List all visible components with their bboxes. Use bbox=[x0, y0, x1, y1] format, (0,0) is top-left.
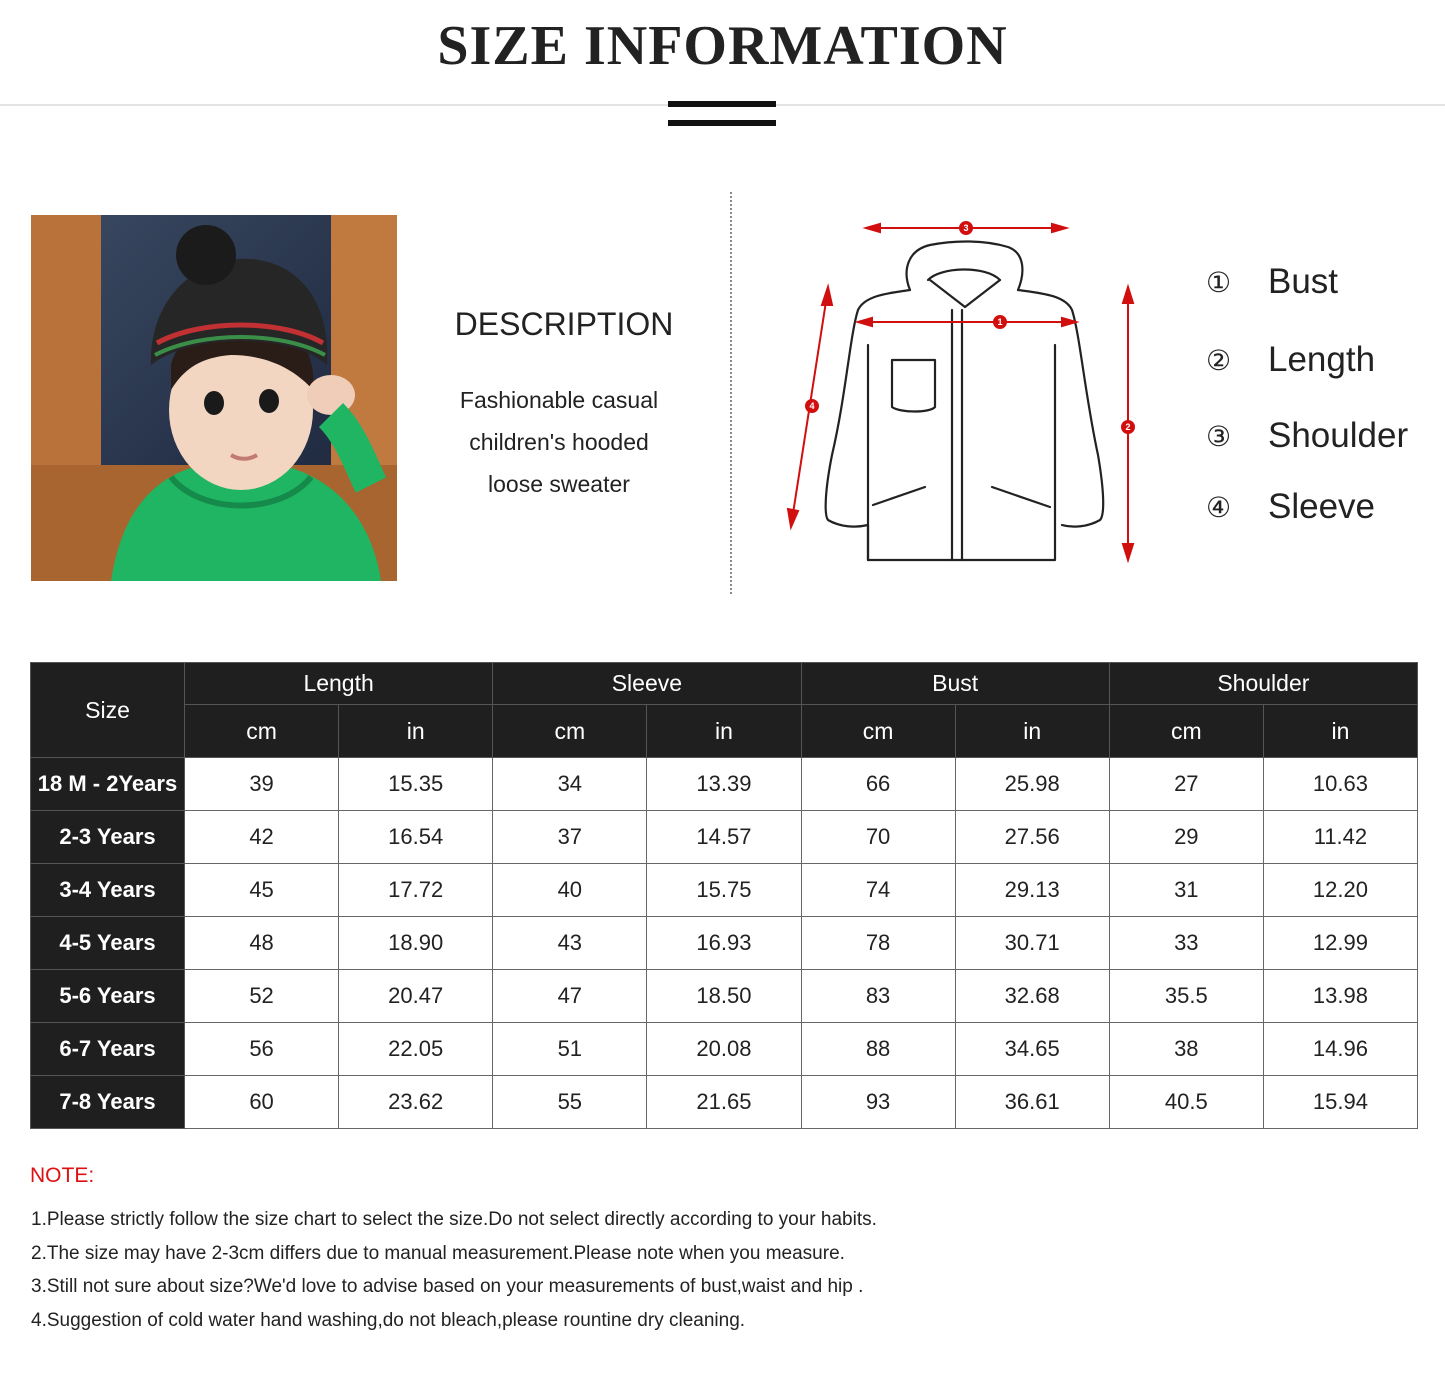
legend-number: ③ bbox=[1206, 420, 1232, 452]
table-cell: 15.35 bbox=[339, 758, 493, 811]
table-cell: 35.5 bbox=[1109, 970, 1263, 1023]
unit-header: cm bbox=[1109, 705, 1263, 758]
title-bar-bottom bbox=[668, 120, 776, 126]
table-row bbox=[31, 811, 1418, 864]
note-item: 4.Suggestion of cold water hand washing,do not bleach,please rountine dry cleaning. bbox=[31, 1309, 746, 1331]
group-header-sleeve: Sleeve bbox=[493, 663, 801, 705]
table-cell: 78 bbox=[801, 917, 955, 970]
table-cell: 29 bbox=[1109, 811, 1263, 864]
table-cell: 38 bbox=[1109, 1023, 1263, 1076]
description-heading: DESCRIPTION bbox=[454, 306, 674, 342]
legend-item-length bbox=[1206, 340, 1375, 380]
table-cell: 45 bbox=[185, 864, 339, 917]
table-cell: 60 bbox=[185, 1076, 339, 1129]
table-cell: 88 bbox=[801, 1023, 955, 1076]
unit-header: in bbox=[955, 705, 1109, 758]
note-title: NOTE: bbox=[30, 1164, 95, 1187]
table-cell: 25.98 bbox=[955, 758, 1109, 811]
legend-label: Shoulder bbox=[1268, 416, 1409, 455]
size-label: 18 M - 2Years bbox=[31, 758, 185, 811]
size-column-header: Size bbox=[31, 663, 185, 758]
table-cell: 70 bbox=[801, 811, 955, 864]
table-cell: 40.5 bbox=[1109, 1076, 1263, 1129]
table-cell: 17.72 bbox=[339, 864, 493, 917]
unit-header: cm bbox=[801, 705, 955, 758]
table-cell: 93 bbox=[801, 1076, 955, 1129]
table-cell: 33 bbox=[1109, 917, 1263, 970]
legend-number: ② bbox=[1206, 344, 1232, 376]
table-cell: 40 bbox=[493, 864, 647, 917]
table-cell: 16.54 bbox=[339, 811, 493, 864]
table-cell: 52 bbox=[185, 970, 339, 1023]
legend-item-shoulder bbox=[1206, 416, 1408, 456]
unit-header: in bbox=[647, 705, 801, 758]
notes-list bbox=[31, 1207, 877, 1341]
table-cell: 56 bbox=[185, 1023, 339, 1076]
marker-2: 2 bbox=[1125, 422, 1131, 432]
table-cell: 16.93 bbox=[647, 917, 801, 970]
table-cell: 12.20 bbox=[1263, 864, 1417, 917]
unit-header: cm bbox=[493, 705, 647, 758]
table-cell: 83 bbox=[801, 970, 955, 1023]
table-cell: 20.47 bbox=[339, 970, 493, 1023]
table-cell: 39 bbox=[185, 758, 339, 811]
marker-3: 3 bbox=[963, 223, 969, 233]
table-cell: 15.94 bbox=[1263, 1076, 1417, 1129]
table-cell: 37 bbox=[493, 811, 647, 864]
unit-header: cm bbox=[185, 705, 339, 758]
table-row bbox=[31, 917, 1418, 970]
table-cell: 14.57 bbox=[647, 811, 801, 864]
description-line: loose sweater bbox=[488, 471, 630, 497]
title-bar-top bbox=[668, 101, 776, 107]
child-photo bbox=[31, 215, 397, 581]
table-cell: 29.13 bbox=[955, 864, 1109, 917]
legend-number: ① bbox=[1206, 266, 1232, 298]
table-cell: 48 bbox=[185, 917, 339, 970]
table-cell: 12.99 bbox=[1263, 917, 1417, 970]
group-header-bust: Bust bbox=[801, 663, 1109, 705]
size-label: 5-6 Years bbox=[31, 970, 185, 1023]
table-cell: 34 bbox=[493, 758, 647, 811]
size-table bbox=[30, 662, 1418, 1129]
table-cell: 51 bbox=[493, 1023, 647, 1076]
table-cell: 43 bbox=[493, 917, 647, 970]
table-cell: 34.65 bbox=[955, 1023, 1109, 1076]
legend-label: Bust bbox=[1268, 262, 1339, 301]
description-text bbox=[430, 379, 688, 505]
table-cell: 36.61 bbox=[955, 1076, 1109, 1129]
description-line: children's hooded bbox=[469, 429, 649, 455]
legend-item-bust bbox=[1206, 262, 1338, 302]
table-cell: 14.96 bbox=[1263, 1023, 1417, 1076]
size-label: 4-5 Years bbox=[31, 917, 185, 970]
legend-label: Length bbox=[1268, 340, 1376, 379]
page-title: SIZE INFORMATION bbox=[437, 15, 1008, 77]
table-cell: 31 bbox=[1109, 864, 1263, 917]
table-cell: 32.68 bbox=[955, 970, 1109, 1023]
marker-1: 1 bbox=[997, 317, 1003, 327]
table-row bbox=[31, 1023, 1418, 1076]
size-label: 3-4 Years bbox=[31, 864, 185, 917]
dotted-divider bbox=[730, 192, 732, 594]
table-row bbox=[31, 758, 1418, 811]
table-cell: 27 bbox=[1109, 758, 1263, 811]
legend-item-sleeve bbox=[1206, 487, 1375, 527]
table-row bbox=[31, 1076, 1418, 1129]
marker-4: 4 bbox=[809, 401, 815, 411]
table-cell: 20.08 bbox=[647, 1023, 801, 1076]
table-cell: 47 bbox=[493, 970, 647, 1023]
table-cell: 18.50 bbox=[647, 970, 801, 1023]
table-cell: 42 bbox=[185, 811, 339, 864]
table-cell: 55 bbox=[493, 1076, 647, 1129]
table-cell: 13.39 bbox=[647, 758, 801, 811]
group-header-shoulder: Shoulder bbox=[1109, 663, 1417, 705]
table-cell: 23.62 bbox=[339, 1076, 493, 1129]
table-cell: 22.05 bbox=[339, 1023, 493, 1076]
unit-header: in bbox=[1263, 705, 1417, 758]
description-line: Fashionable casual bbox=[459, 387, 659, 413]
table-cell: 74 bbox=[801, 864, 955, 917]
size-label: 6-7 Years bbox=[31, 1023, 185, 1076]
table-cell: 11.42 bbox=[1263, 811, 1417, 864]
legend-label: Sleeve bbox=[1268, 487, 1376, 526]
note-item: 2.The size may have 2-3cm differs due to manual measurement.Please note when you measure. bbox=[31, 1242, 845, 1264]
table-cell: 18.90 bbox=[339, 917, 493, 970]
table-cell: 15.75 bbox=[647, 864, 801, 917]
legend-number: ④ bbox=[1206, 491, 1232, 523]
table-cell: 66 bbox=[801, 758, 955, 811]
table-cell: 27.56 bbox=[955, 811, 1109, 864]
note-item: 3.Still not sure about size?We'd love to advise based on your measurements of bust,waist and hip . bbox=[31, 1276, 864, 1297]
jacket-diagram bbox=[780, 215, 1150, 570]
table-row bbox=[31, 864, 1418, 917]
table-cell: 30.71 bbox=[955, 917, 1109, 970]
table-cell: 21.65 bbox=[647, 1076, 801, 1129]
unit-header: in bbox=[339, 705, 493, 758]
table-row bbox=[31, 970, 1418, 1023]
note-item: 1.Please strictly follow the size chart to select the size.Do not select directly according to your habits. bbox=[31, 1209, 877, 1230]
size-label: 2-3 Years bbox=[31, 811, 185, 864]
table-cell: 13.98 bbox=[1263, 970, 1417, 1023]
size-label: 7-8 Years bbox=[31, 1076, 185, 1129]
table-cell: 10.63 bbox=[1263, 758, 1417, 811]
group-header-length: Length bbox=[185, 663, 493, 705]
